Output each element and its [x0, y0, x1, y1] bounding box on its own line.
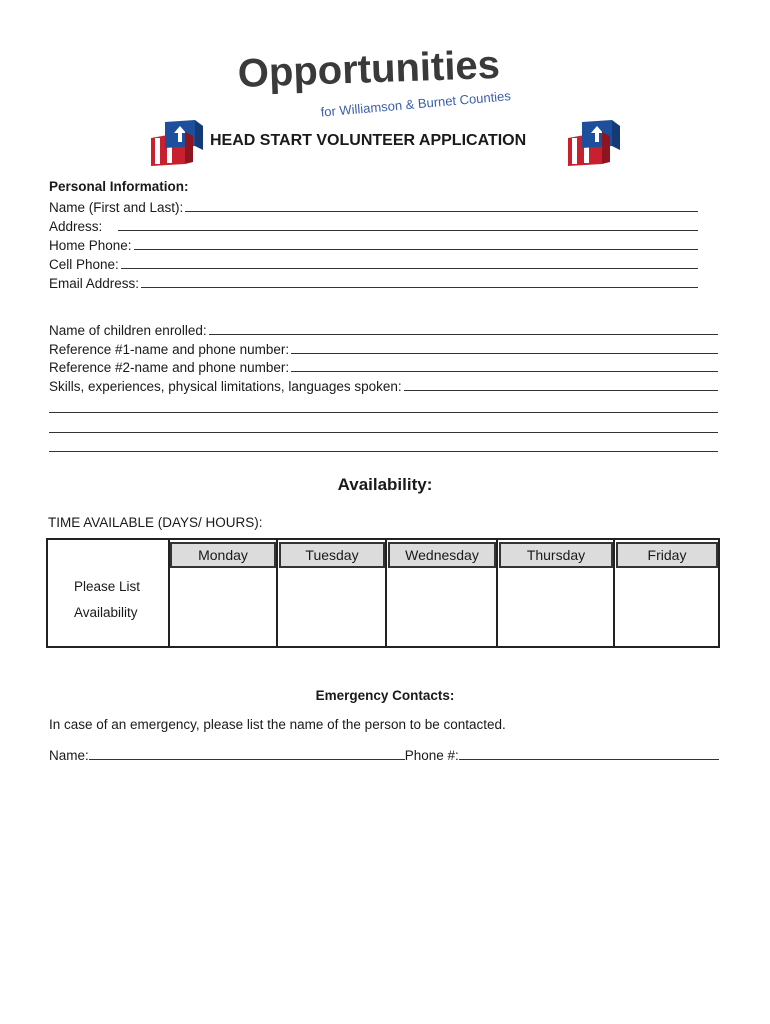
reference-2-line[interactable]	[291, 371, 718, 372]
day-header-wednesday: Wednesday	[388, 542, 496, 568]
opportunities-logo	[230, 38, 540, 120]
children-enrolled-line[interactable]	[209, 334, 718, 335]
email-field[interactable]	[49, 273, 698, 291]
name-line[interactable]	[185, 211, 698, 212]
personal-info-heading: Personal Information:	[49, 179, 189, 194]
reference-2-field[interactable]	[49, 357, 718, 375]
email-label: Email Address:	[49, 276, 140, 291]
address-label: Address:	[49, 219, 103, 234]
blank-line[interactable]	[49, 412, 718, 413]
time-available-label: TIME AVAILABLE (DAYS/ HOURS):	[48, 515, 263, 530]
day-header-friday: Friday	[616, 542, 718, 568]
children-enrolled-label: Name of children enrolled:	[49, 323, 207, 338]
address-field[interactable]	[49, 216, 698, 234]
logo-subtitle: for Williamson & Burnet Counties	[320, 88, 512, 120]
skills-field[interactable]	[49, 376, 718, 394]
emergency-heading: Emergency Contacts:	[315, 688, 455, 703]
name-label: Name (First and Last):	[49, 200, 184, 215]
skills-line[interactable]	[404, 390, 718, 391]
wednesday-cell[interactable]	[387, 570, 496, 646]
emergency-name-line[interactable]	[89, 759, 405, 760]
row-label-line-1: Please List	[74, 579, 141, 594]
cell-phone-line[interactable]	[121, 268, 698, 269]
availability-heading: Availability:	[337, 475, 433, 494]
skills-label: Skills, experiences, physical limitations, languages spoken:	[49, 379, 402, 394]
reference-2-label: Reference #2-name and phone number:	[49, 360, 290, 375]
address-line[interactable]	[118, 230, 698, 231]
thursday-cell[interactable]	[498, 570, 613, 646]
skills-extra-line-3[interactable]	[49, 437, 718, 455]
email-line[interactable]	[141, 287, 698, 288]
emergency-contact-row	[49, 748, 719, 763]
logo-wordmark: Opportunities	[237, 42, 501, 96]
friday-cell[interactable]	[615, 570, 718, 646]
page-title: HEAD START VOLUNTEER APPLICATION	[210, 132, 527, 149]
day-header-tuesday: Tuesday	[279, 542, 385, 568]
blank-line[interactable]	[49, 432, 718, 433]
blank-line[interactable]	[49, 451, 718, 452]
emergency-name-label: Name:	[49, 748, 89, 763]
row-label	[74, 574, 140, 626]
row-label-line-2: Availability	[74, 605, 138, 620]
name-field[interactable]	[49, 197, 698, 215]
children-enrolled-field[interactable]	[49, 320, 718, 338]
cell-phone-field[interactable]	[49, 254, 698, 272]
head-start-blocks-icon	[562, 118, 624, 168]
tuesday-cell[interactable]	[278, 570, 385, 646]
cell-phone-label: Cell Phone:	[49, 257, 119, 272]
home-phone-label: Home Phone:	[49, 238, 132, 253]
day-header-thursday: Thursday	[499, 542, 613, 568]
reference-1-line[interactable]	[291, 353, 718, 354]
skills-extra-line-1[interactable]	[49, 398, 718, 416]
availability-table	[46, 538, 720, 648]
reference-1-label: Reference #1-name and phone number:	[49, 342, 290, 357]
home-phone-line[interactable]	[134, 249, 698, 250]
emergency-phone-line[interactable]	[459, 759, 719, 760]
reference-1-field[interactable]	[49, 339, 718, 357]
emergency-phone-label: Phone #:	[404, 748, 459, 763]
head-start-blocks-icon	[145, 118, 207, 168]
monday-cell[interactable]	[170, 570, 276, 646]
day-header-monday: Monday	[170, 542, 276, 568]
skills-extra-line-2[interactable]	[49, 418, 718, 436]
emergency-note: In case of an emergency, please list the name of the person to be contacted.	[49, 717, 506, 732]
home-phone-field[interactable]	[49, 235, 698, 253]
